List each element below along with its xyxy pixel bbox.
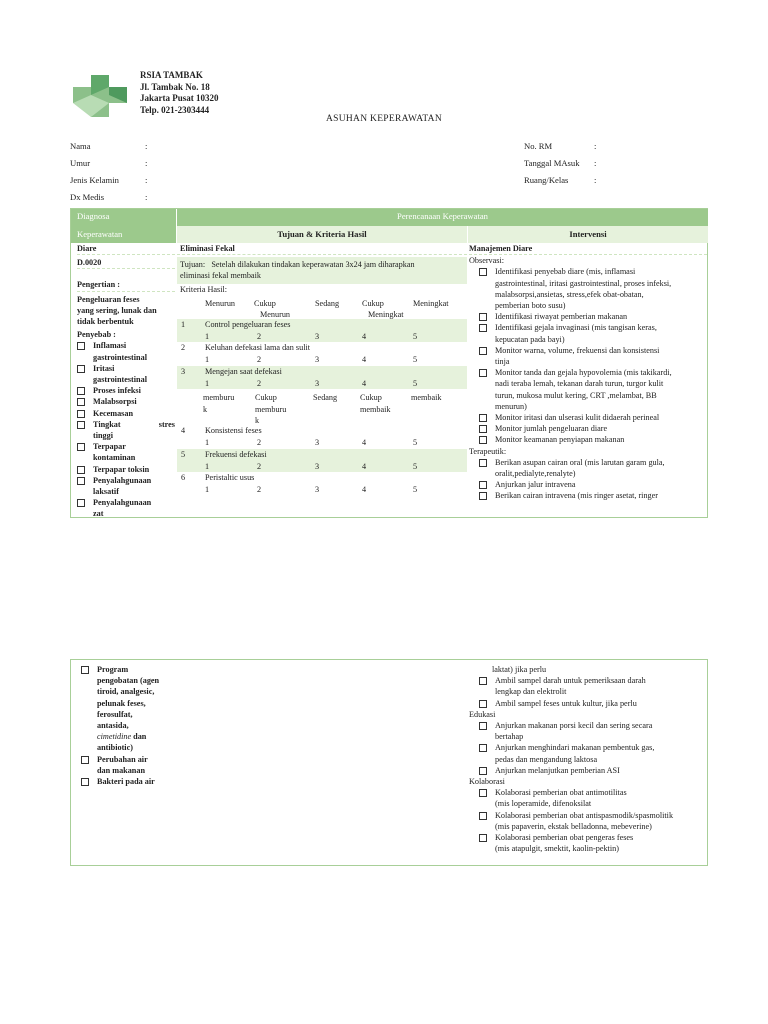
field-tanggal-masuk: [524, 158, 674, 175]
scale-header-line: Cukup: [362, 298, 384, 308]
cause-line: Program: [97, 665, 129, 674]
scale-header-line: membaik: [411, 393, 442, 403]
checklist-line: Identifikasi penyebab diare (mis, inflamasi: [495, 267, 636, 277]
criteria-no: 1: [181, 319, 186, 329]
hospital-info: [140, 70, 219, 116]
checkbox[interactable]: [479, 436, 487, 444]
scale-cell: 5: [413, 378, 418, 388]
criteria-row: [177, 449, 467, 461]
checklist-line: Kolaborasi pemberian obat antispasmodik/spasmolitik: [495, 810, 674, 820]
checkbox[interactable]: [77, 443, 85, 451]
definition-line: Pengeluaran feses: [77, 294, 140, 304]
checklist-line: menurun): [495, 401, 527, 411]
checkbox[interactable]: [479, 481, 487, 489]
checklist-item: [479, 832, 707, 854]
criteria-text: Keluhan defekasi lama dan sulit: [205, 343, 311, 353]
cause-line: Terpapar toksin: [93, 464, 150, 474]
intervention-line: laktat) jika perlu: [492, 665, 547, 674]
scale-cell: 5: [413, 485, 418, 495]
checkbox[interactable]: [479, 744, 487, 752]
checkbox[interactable]: [77, 365, 85, 373]
scale-cell: 2: [257, 355, 262, 365]
criteria-table: [177, 295, 467, 496]
checklist-line: malabsorpsi,ansietas, stress,efek obat-obatan,: [495, 289, 644, 299]
scale-header-cell: [205, 298, 235, 309]
green-cross-logo: [69, 73, 133, 119]
field-label: Ruang/Kelas: [524, 175, 569, 185]
checkbox[interactable]: [479, 700, 487, 708]
field-jenis-kelamin: [70, 175, 148, 192]
scale-cell: 2: [257, 438, 262, 448]
criteria-no: 6: [181, 473, 186, 483]
checklist-line: Identifikasi riwayat pemberian makanan: [495, 312, 628, 322]
hospital-phone: Telp. 021-2303444: [140, 104, 210, 115]
cause-list: [77, 340, 175, 519]
cause-line: antibiotic): [97, 743, 133, 753]
observasi-list: [469, 266, 707, 445]
scale-cell: 4: [362, 378, 367, 388]
scale-header-cell: [315, 298, 339, 309]
checklist-line: Anjurkan menghindari makanan pembentuk gas,: [495, 743, 655, 753]
drug-after: dan: [133, 732, 147, 742]
checklist-line: kepucatan pada bayi): [495, 334, 565, 344]
checklist-line: Monitor iritasi dan ulserasi kulit didaerah perineal: [495, 413, 660, 423]
scale-cell: 1: [205, 331, 210, 341]
criteria-row: [177, 425, 467, 437]
criteria-text: Konsistensi feses: [205, 426, 262, 436]
cause-item: [77, 385, 175, 396]
diagnosis-column: [77, 243, 175, 520]
scale-header-line: k: [255, 415, 260, 425]
nursing-care-table-continued: [70, 659, 708, 866]
checkbox[interactable]: [479, 834, 487, 842]
hospital-address-1: Jl. Tambak No. 18: [140, 81, 210, 92]
checkbox[interactable]: [479, 324, 487, 332]
checklist-item: [479, 412, 707, 423]
scale-header-cell: [254, 298, 290, 320]
checkbox[interactable]: [479, 767, 487, 775]
cause-item: [77, 363, 175, 385]
checkbox[interactable]: [479, 459, 487, 467]
scale-header-cell: [203, 392, 234, 414]
cause-item: [77, 475, 175, 497]
checklist-line: tinja: [495, 357, 510, 367]
checklist-line: Ambil sampel darah untuk pemeriksaan darah: [495, 676, 646, 686]
criteria-text: Frekuensi defekasi: [205, 449, 267, 459]
field-sep: :: [145, 192, 148, 202]
scale-header-line: Meningkat: [368, 310, 404, 320]
scale-cell: 1: [205, 485, 210, 495]
cause-item: [77, 464, 175, 475]
scale-cell: 5: [413, 438, 418, 448]
field-sep: :: [594, 158, 597, 168]
checkbox[interactable]: [479, 425, 487, 433]
cause-item: [77, 419, 175, 441]
checkbox[interactable]: [479, 812, 487, 820]
criteria-text: Mengejan saat defekasi: [205, 366, 282, 376]
scale-row: [177, 378, 467, 390]
scale-cell: 4: [362, 485, 367, 495]
scale-cell: 4: [362, 438, 367, 448]
diagnosis-header-line1: Diagnosa: [77, 211, 110, 221]
cause-line: zat: [93, 509, 104, 519]
intervention-column: [469, 243, 707, 518]
cause-item: [77, 441, 175, 463]
cause-item: [77, 408, 175, 419]
scale-header-cell: [255, 392, 286, 426]
cause-item: [77, 340, 175, 362]
goal-line1: Setelah dilakukan tindakan keperawatan 3x24 jam diharapkan: [211, 260, 415, 270]
cause-word: Tingkat: [93, 419, 121, 429]
checkbox[interactable]: [77, 342, 85, 350]
terapeutik-list: [469, 457, 707, 502]
checklist-item: [479, 787, 707, 809]
cause-item: [81, 776, 181, 787]
field-dx-medis: [70, 192, 148, 209]
terapeutik-label: Terapeutik:: [469, 446, 507, 456]
definition-line: yang sering, lunak dan: [77, 305, 157, 315]
scale-header-2: [177, 389, 467, 425]
cause-line: dan makanan: [97, 765, 146, 775]
outcome-column: [177, 243, 467, 518]
checklist-line: oralit,pedialyte,renalyte): [495, 469, 576, 479]
field-nama: [70, 141, 148, 158]
checklist-item: [479, 457, 707, 479]
cause-line: Iritasi: [93, 363, 115, 373]
scale-cell: 3: [315, 485, 320, 495]
checklist-line: (mis atapulgit, smektit, kaolin-pektin): [495, 844, 619, 854]
checklist-item: [479, 675, 707, 697]
checklist-item: [479, 698, 707, 709]
criteria-label: Kriteria Hasil:: [180, 284, 228, 294]
field-sep: :: [145, 141, 148, 151]
observasi-label: Observasi:: [469, 256, 505, 266]
edukasi-label: Edukasi: [469, 709, 496, 719]
cause-line: tinggi: [93, 431, 114, 441]
checklist-line: Berikan asupan cairan oral (mis larutan garam gula,: [495, 457, 665, 467]
scale-cell: 1: [205, 378, 210, 388]
field-sep: :: [145, 175, 148, 185]
cause-line: laksatif: [93, 487, 119, 497]
goal-label: Tujuan:: [180, 260, 206, 270]
goal-criteria-header: Tujuan & Kriteria Hasil: [177, 226, 467, 243]
intervention-title: Manajemen Diare: [469, 243, 707, 255]
scale-cell: 3: [315, 331, 320, 341]
scale-header-line: membaik: [360, 404, 391, 414]
checklist-line: Kolaborasi pemberian obat antimotilitas: [495, 788, 627, 798]
cause-label: Penyebab :: [77, 330, 116, 340]
cause-line: [97, 731, 181, 742]
checklist-item: [479, 423, 707, 434]
cause-item: [77, 396, 175, 407]
scale-cell: 2: [257, 378, 262, 388]
scale-header-line: Cukup: [254, 298, 276, 308]
checklist-line: pedas dan mengandung laktosa: [495, 754, 598, 764]
document-title: ASUHAN KEPERAWATAN: [325, 114, 443, 124]
scale-header-line: k: [203, 404, 208, 414]
intervention-header: Intervensi: [468, 226, 708, 243]
diagnosis-header-cell: [71, 209, 176, 243]
scale-header-cell: [362, 298, 403, 320]
field-ruang-kelas: [524, 175, 674, 192]
scale-cell: 5: [413, 331, 418, 341]
intervention-continued: [469, 664, 707, 854]
scale-cell: 5: [413, 461, 418, 471]
checkbox[interactable]: [77, 477, 85, 485]
scale-cell: 2: [257, 461, 262, 471]
scale-cell: 2: [257, 331, 262, 341]
cause-line: Inflamasi: [93, 341, 127, 351]
diagnosis-code: D.0020: [77, 255, 175, 269]
cause-line: gastrointestinal: [93, 375, 147, 385]
criteria-row: [177, 342, 467, 354]
cause-line: Penyalahgunaan: [93, 498, 152, 508]
scale-row: [177, 437, 467, 449]
criteria-no: 3: [181, 366, 186, 376]
checkbox[interactable]: [479, 313, 487, 321]
cause-line: ferosulfat,: [97, 709, 133, 719]
field-no-rm: [524, 141, 674, 158]
scale-header-line: memburu: [203, 393, 235, 403]
cause-item: [77, 497, 175, 519]
checklist-item: [479, 720, 707, 742]
checklist-line: nadi teraba lemah, tekanan darah turun, turgor kulit: [495, 379, 664, 389]
definition-line: tidak berbentuk: [77, 317, 134, 327]
checklist-line: Identifikasi gejala invaginasi (mis tangisan keras,: [495, 323, 657, 333]
scale-cell: 3: [315, 461, 320, 471]
checkbox[interactable]: [81, 666, 89, 674]
checklist-line: gastrointestinal, iritasi gastrointestinal, proses infeksi,: [495, 278, 672, 288]
checklist-item: [479, 322, 707, 344]
cause-line: pelunak feses,: [97, 698, 146, 708]
checklist-line: (mis loperamide, difenoksilat: [495, 799, 592, 809]
cause-line: Proses infeksi: [93, 386, 141, 396]
cause-item: [81, 664, 181, 754]
scale-header-cell: [411, 392, 441, 403]
checklist-item: [479, 367, 707, 412]
scale-header-line: Menurun: [260, 310, 291, 320]
criteria-row: [177, 319, 467, 331]
checklist-line: Anjurkan melanjutkan pemberian ASI: [495, 765, 620, 775]
scale-cell: 2: [257, 485, 262, 495]
checklist-line: Kolaborasi pemberian obat pengeras feses: [495, 833, 634, 843]
scale-cell: 4: [362, 355, 367, 365]
checklist-item: [479, 311, 707, 322]
scale-cell: 1: [205, 461, 210, 471]
scale-row: [177, 354, 467, 366]
scale-cell: 1: [205, 438, 210, 448]
checklist-line: Ambil sampel feses untuk kultur, jika perlu: [495, 698, 637, 708]
field-sep: :: [145, 158, 148, 168]
criteria-text: Control pengeluaran feses: [205, 319, 291, 329]
field-label: Dx Medis: [70, 192, 105, 202]
checklist-item: [479, 765, 707, 776]
checklist-line: Berikan cairan intravena (mis ringer asetat, ringer: [495, 491, 658, 501]
definition-label: Pengertian :: [77, 279, 175, 291]
checklist-line: pemberian boto susu): [495, 301, 566, 311]
checklist-line: (mis papaverin, ekstak belladonna, mebeverine): [495, 821, 652, 831]
scale-row: [177, 331, 467, 343]
field-label: Tanggal MAsuk: [524, 158, 580, 168]
cause-line: Bakteri pada air: [97, 777, 155, 787]
checkbox[interactable]: [77, 410, 85, 418]
checklist-item: [479, 479, 707, 490]
scale-cell: 3: [315, 438, 320, 448]
checklist-line: Monitor tanda dan gejala hypovolemia (mis takikardi,: [495, 368, 672, 378]
scale-cell: 3: [315, 355, 320, 365]
checklist-item: [479, 345, 707, 367]
checkbox[interactable]: [479, 722, 487, 730]
scale-header-line: Sedang: [315, 298, 340, 308]
scale-row: [177, 461, 467, 473]
checkbox[interactable]: [81, 756, 89, 764]
field-label: No. RM: [524, 141, 553, 151]
cause-line: [93, 419, 175, 430]
field-umur: [70, 158, 148, 175]
field-label: Jenis Kelamin: [70, 175, 119, 185]
goal-line2: eliminasi fekal membaik: [180, 271, 261, 281]
kolaborasi-list: [469, 787, 707, 854]
criteria-no: 5: [181, 449, 186, 459]
scale-header-cell: [413, 298, 448, 309]
kolaborasi-label: Kolaborasi: [469, 777, 505, 787]
checklist-line: Anjurkan jalur intravena: [495, 480, 576, 490]
scale-header-line: Cukup: [360, 393, 382, 403]
checklist-line: Anjurkan makanan porsi kecil dan sering secara: [495, 721, 653, 731]
cause-line: pengobatan (agen: [97, 676, 160, 686]
checklist-item: [479, 810, 707, 832]
criteria-no: 4: [181, 426, 186, 436]
plan-header: Perencanaan Keperawatan: [177, 209, 708, 226]
checklist-line: Monitor jumlah pengeluaran diare: [495, 424, 608, 434]
scale-header-line: Cukup: [255, 393, 277, 403]
patient-fields-right: [524, 141, 674, 192]
field-label: Nama: [70, 141, 91, 151]
hospital-name: RSIA TAMBAK: [140, 70, 203, 80]
checkbox[interactable]: [77, 421, 85, 429]
criteria-no: 2: [181, 343, 186, 353]
field-sep: :: [594, 141, 597, 151]
cause-line: Kecemasan: [93, 408, 134, 418]
cause-line: Terpapar: [93, 442, 126, 452]
terapeutik-list-continued: [469, 675, 707, 709]
scale-header-line: Meningkat: [413, 298, 449, 308]
cause-line: Perubahan air: [97, 754, 148, 764]
checklist-item: [479, 266, 707, 311]
scale-cell: 4: [362, 331, 367, 341]
checkbox[interactable]: [77, 387, 85, 395]
scale-header-line: memburu: [255, 404, 287, 414]
scale-cell: 5: [413, 355, 418, 365]
cause-line: antasida,: [97, 721, 129, 731]
checklist-line: lengkap dan elektrolit: [495, 687, 567, 697]
criteria-text: Peristaltic usus: [205, 473, 255, 483]
scale-cell: 1: [205, 355, 210, 365]
scale-header-line: Menurun: [205, 298, 236, 308]
checklist-line: bertahap: [495, 732, 524, 742]
scale-header: [177, 295, 467, 319]
cause-line: gastrointestinal: [93, 352, 147, 362]
cause-word: stres: [158, 419, 175, 429]
scale-cell: 3: [315, 378, 320, 388]
checkbox[interactable]: [479, 677, 487, 685]
checklist-line: Monitor keamanan penyiapan makanan: [495, 435, 625, 445]
scale-header-cell: [313, 392, 337, 403]
checkbox[interactable]: [479, 414, 487, 422]
goal-text: [177, 257, 467, 283]
scale-header-line: Sedang: [313, 393, 338, 403]
checkbox[interactable]: [77, 499, 85, 507]
checkbox[interactable]: [81, 778, 89, 786]
cause-line: Penyalahgunaan: [93, 475, 152, 485]
definition-text: [77, 294, 175, 328]
nursing-care-table: [70, 208, 708, 518]
scale-row: [177, 484, 467, 496]
checkbox[interactable]: [77, 466, 85, 474]
checklist-line: turun, mukosa mulut kering, CRT ,melambat, BB: [495, 390, 657, 400]
outcome-title: Eliminasi Fekal: [177, 243, 467, 255]
checkbox[interactable]: [479, 347, 487, 355]
checklist-item: [479, 434, 707, 445]
checkbox[interactable]: [77, 398, 85, 406]
checkbox[interactable]: [479, 369, 487, 377]
checkbox[interactable]: [479, 268, 487, 276]
criteria-row: [177, 366, 467, 378]
checklist-line: Monitor warna, volume, frekuensi dan konsistensi: [495, 345, 660, 355]
checklist-item: [479, 742, 707, 764]
cause-line: Malabsorpsi: [93, 397, 137, 407]
checklist-item: [479, 490, 707, 501]
cause-line: tiroid, analgesic,: [97, 687, 155, 697]
diagnosis-header-line2: Keperawatan: [77, 228, 123, 239]
cause-line: kontaminan: [93, 453, 136, 463]
cause-list-continued: [81, 664, 181, 787]
diagnosis-name: Diare: [77, 243, 175, 255]
drug-name-italic: cimetidine: [97, 732, 132, 742]
checkbox[interactable]: [479, 789, 487, 797]
scale-header-cell: [360, 392, 390, 414]
checkbox[interactable]: [479, 492, 487, 500]
patient-fields-left: [70, 141, 148, 209]
hospital-address-2: Jakarta Pusat 10320: [140, 93, 219, 103]
field-sep: :: [594, 175, 597, 185]
field-label: Umur: [70, 158, 91, 168]
criteria-row: [177, 472, 467, 484]
cause-item: [81, 754, 181, 776]
scale-cell: 4: [362, 461, 367, 471]
edukasi-list: [469, 720, 707, 776]
